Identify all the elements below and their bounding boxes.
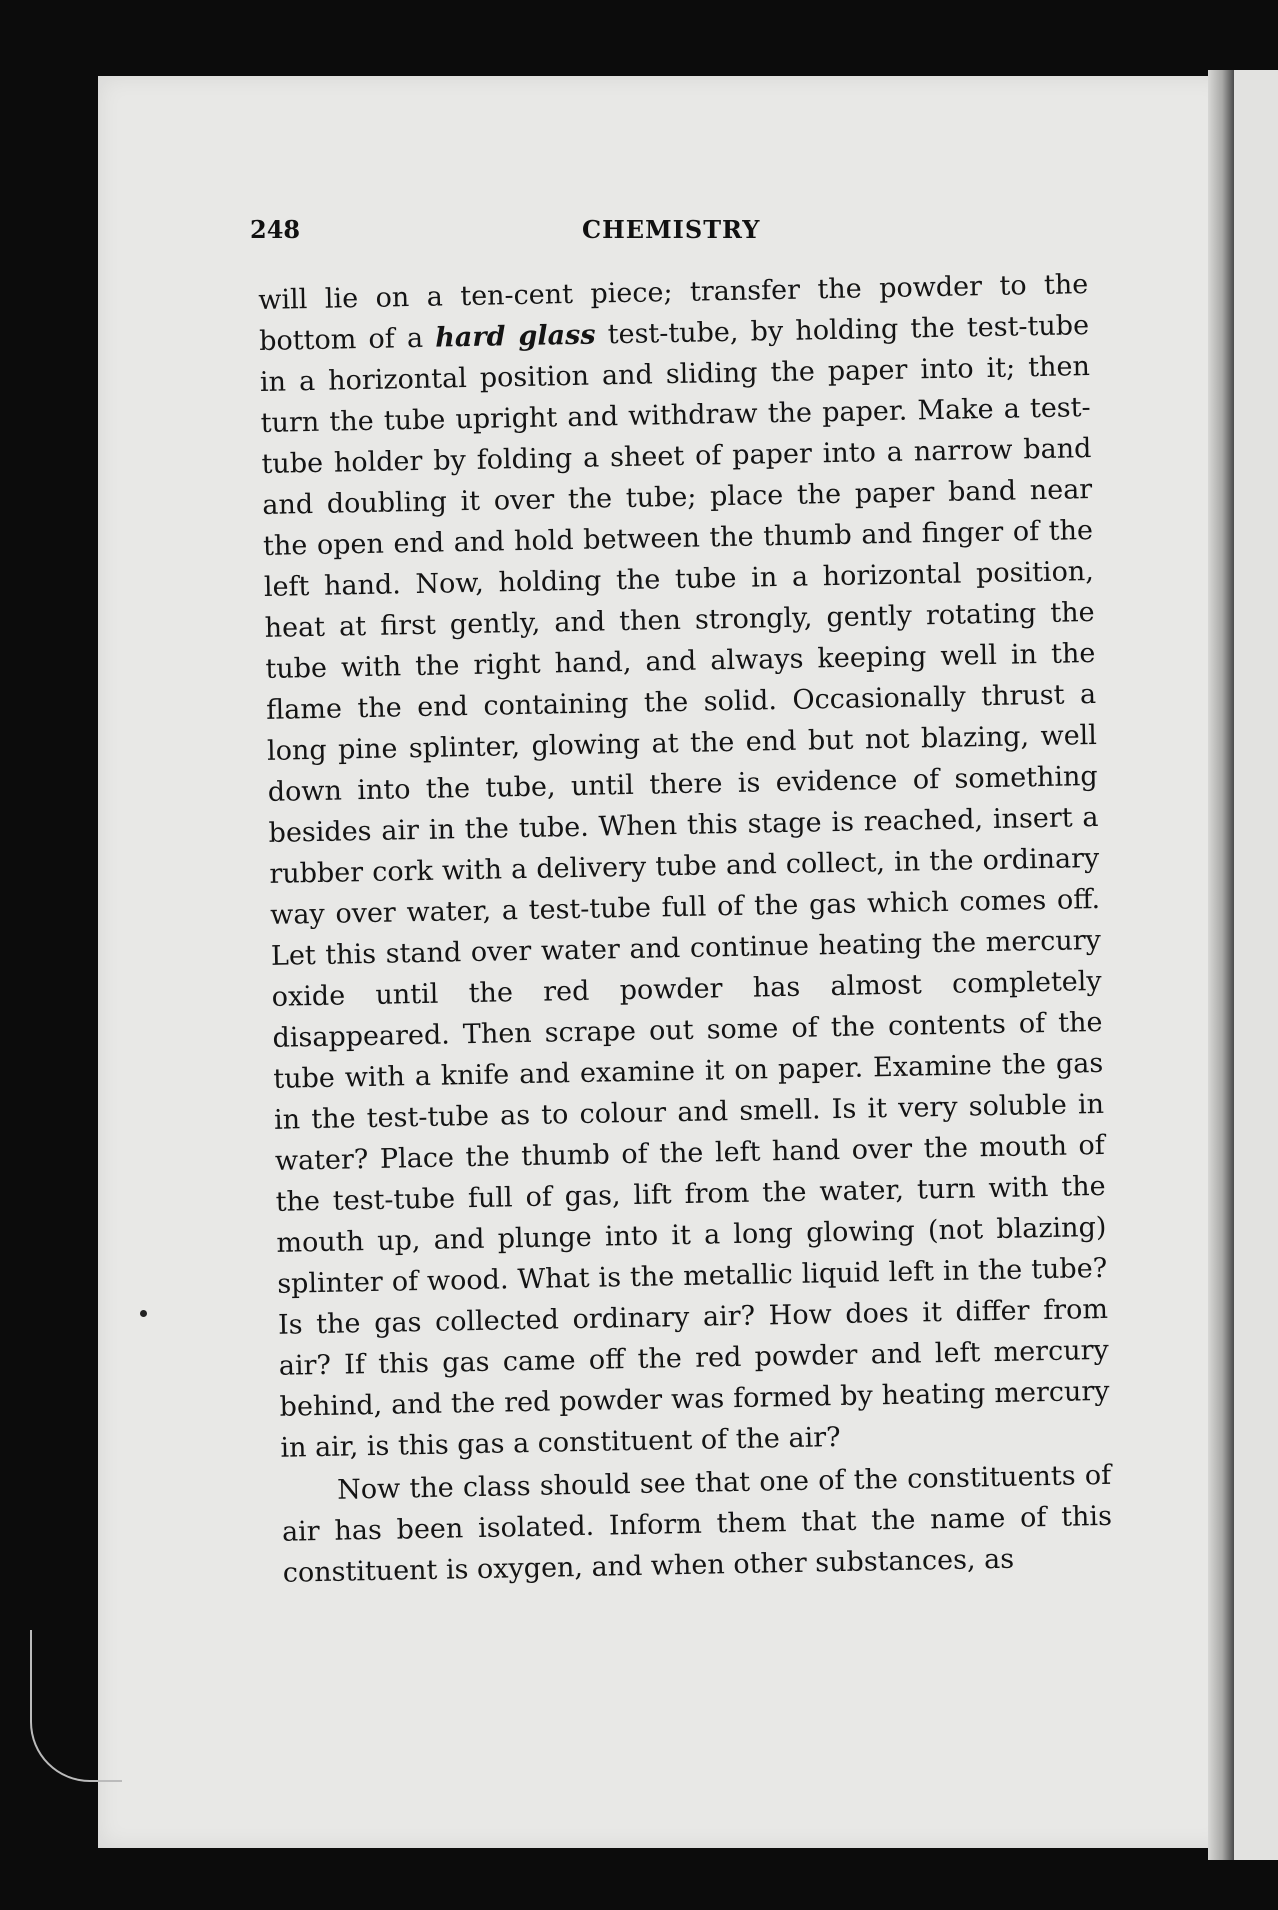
adjacent-page-strip (1234, 70, 1278, 1860)
paragraph-2: Now the class should see that one of the constituents of air has been isolated. Inform them that the name of this constituent is oxygen, and when other substances, as (281, 1459, 1113, 1589)
emphasis-hard-glass: hard glass (434, 319, 596, 354)
paragraph-1-rest: test-tube, by holding the test-tube in a horizontal position and sliding the paper into it; then turn the tube upright and withdraw the paper. Make a test-tube holder by folding a sheet of paper into a narrow band and doubling it over the tube; place the paper band near the open end and hold between the thumb and finger of the left hand. Now, holding the tube in a horizontal position, heat at first gently, and then strongly, gently rotating the tube with the right hand, and always keeping well in the flame the end containing the solid. Occasionally thrust a long pine splinter, glowing at the end but not blazing, well down into the tube, until there is evidence of something besides air in the tube. When this stage is reached, insert a rubber cork with a delivery tube and collect, in the ordinary way over water, a test-tube full of the gas which comes off. Let this stand over water and continue heating the mercury oxide until the red powder has almost completely disappeared. Then scrape out some of the contents of the tube with a knife and examine it on paper. Examine the gas in the test-tube as to colour and smell. Is it very soluble in water? Place the thumb of the left hand over the mouth of the test-tube full of gas, lift from the water, turn with the mouth up, and plunge into it a long glowing (not blazing) splinter of wood. What is the metallic liquid left in the tube? Is the gas collected ordinary air? How does it differ from air? If this gas came off the red powder and left mercury behind, and the red powder was formed by heating mercury in air, is this gas a constituent of the air? (259, 310, 1110, 1464)
paragraph-1-start: will lie on a ten-cent piece; transfer the powder to the bottom of a (258, 269, 1089, 357)
running-title: CHEMISTRY (582, 215, 761, 244)
page-edge-shadow (1208, 70, 1234, 1860)
body-text (258, 264, 1113, 1594)
paragraph-1 (258, 264, 1111, 1469)
margin-speck (140, 1310, 147, 1317)
page-number: 248 (250, 215, 301, 244)
margin-mark (30, 1630, 122, 1782)
